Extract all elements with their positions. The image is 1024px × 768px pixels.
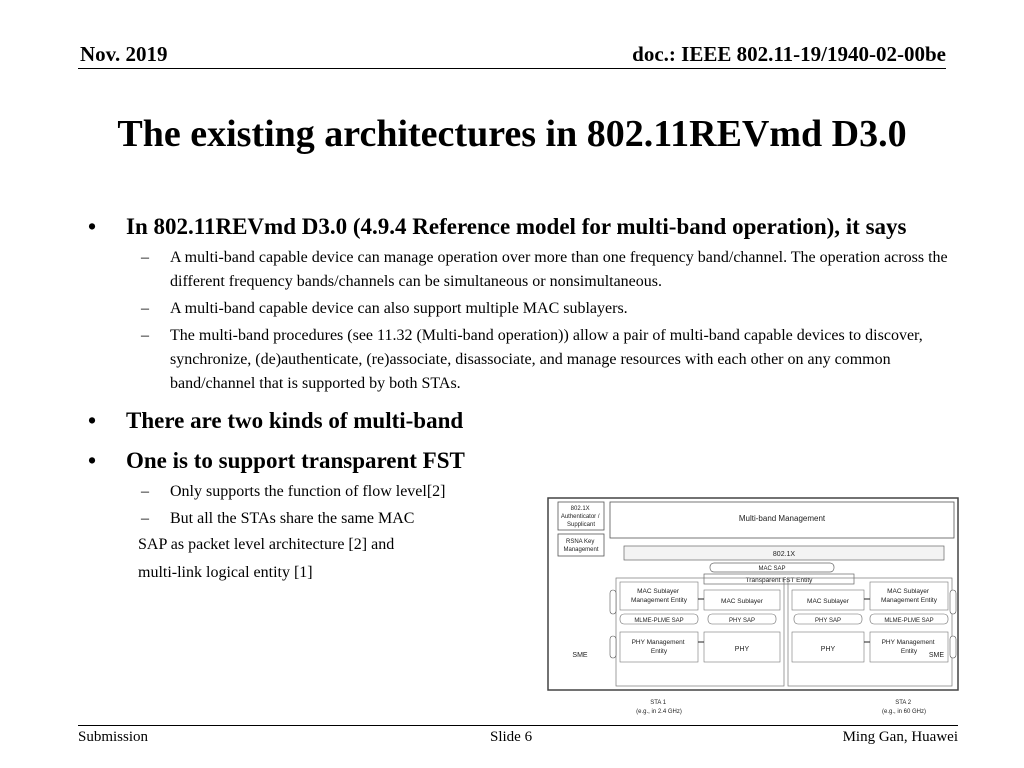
sta2-mac-mgmt-box	[870, 582, 948, 610]
sta2-mac-mgmt-label: Management Entity	[880, 597, 938, 604]
rsna-label: RSNA Key	[565, 539, 595, 545]
bullet-mark: •	[88, 408, 97, 433]
sub-bullet-text: A multi-band capable device can manage operation over more than one frequency band/channel. The operation across the different frequency bands/channels can be simultaneous or nonsimultaneous.	[170, 249, 948, 290]
sta2-phy-sap-label: PHY SAP	[815, 618, 841, 624]
bullet-mark: •	[88, 214, 97, 239]
sta1-label: STA 1	[650, 700, 667, 706]
sta2-mac-sublayer-label: MAC Sublayer	[807, 598, 849, 605]
fst-entity-label: Transparent FST Entity	[745, 577, 813, 584]
sub-bullet-text: But all the STAs share the same MAC	[170, 510, 415, 527]
left-side-bracket	[610, 636, 616, 658]
sub-bullet-text: Only supports the function of flow level[2]	[170, 483, 446, 500]
bullet-text: There are two kinds of multi-band	[126, 408, 464, 433]
dash-mark: –	[141, 300, 149, 317]
footer-submission: Submission	[78, 729, 149, 745]
sub-bullet-text: The multi-band procedures (see 11.32 (Multi-band operation)) allow a pair of multi-band capable devices to discover, synchronize, (de)authenticate, (re)associate, disassociate, and manage resources with each other on any common band/channel that is supported by both STAs.	[170, 327, 923, 392]
sta1-phy-sap-label: PHY SAP	[729, 618, 755, 624]
sta2-phy-label: PHY	[820, 646, 836, 653]
bullet-transparent-fst	[88, 444, 958, 477]
header-doc-id: doc.: IEEE 802.11-19/1940-02-00be	[632, 42, 946, 66]
authenticator-label: 802.1X	[570, 506, 590, 512]
sta2-mac-mgmt-label: MAC Sublayer	[887, 588, 930, 595]
bullet-text: One is to support transparent FST	[126, 448, 465, 473]
right-side-bracket	[950, 636, 956, 658]
sub-bullet	[88, 246, 958, 294]
left-side-bracket	[610, 590, 616, 614]
header-rule	[78, 68, 946, 69]
sta1-label: (e.g., in 2.4 GHz)	[636, 709, 682, 715]
sta1-mac-mgmt-label: MAC Sublayer	[637, 588, 680, 595]
footer-slide-number: Slide 6	[490, 729, 533, 745]
multi-band-architecture-diagram	[544, 494, 962, 726]
footer-rule	[78, 725, 958, 726]
sta2-label: STA 2	[895, 700, 912, 706]
sta2-label: (e.g., in 60 GHz)	[881, 709, 927, 715]
dash-mark: –	[141, 510, 149, 527]
dot1x-label: 802.1X	[772, 551, 796, 558]
multi-band-management-label: Multi-band Management	[738, 514, 826, 523]
bullet-mark: •	[88, 448, 97, 473]
bullet-two-kinds	[88, 404, 958, 437]
authenticator-label: Authenticator /	[560, 514, 600, 520]
sub-bullet	[88, 324, 958, 396]
rsna-label: Management	[563, 547, 599, 553]
svg-text:STA 1 (e.g., in 2.4 GHz)	[636, 700, 682, 715]
continuation-text: SAP as packet level architecture [2] and	[138, 536, 395, 553]
svg-text:STA 2 (e.g., in 60 GHz)	[882, 700, 926, 715]
sta1-mac-mgmt-label: Management Entity	[630, 597, 688, 604]
footer-author: Ming Gan, Huawei	[842, 729, 958, 745]
sta2-phy-mgmt-label: PHY Management	[881, 639, 935, 646]
sme-left-label: SME	[572, 652, 588, 659]
sme-right-label: SME	[928, 652, 944, 659]
dash-mark: –	[141, 483, 149, 500]
mac-sap-label: MAC SAP	[758, 566, 786, 572]
slide-title: The existing architectures in 802.11REVmd D3.0	[117, 113, 907, 155]
sub-bullet-text: A multi-band capable device can also support multiple MAC sublayers.	[170, 300, 628, 317]
sub-bullet	[88, 297, 958, 321]
sta1-phy-mgmt-box	[620, 632, 698, 662]
header-date: Nov. 2019	[80, 42, 168, 66]
right-side-bracket	[950, 590, 956, 614]
sta1-mlme-sap-label: MLME-PLME SAP	[634, 618, 684, 624]
sta1-phy-mgmt-label: Entity	[650, 648, 668, 655]
authenticator-label: Supplicant	[566, 522, 596, 528]
continuation-text: multi-link logical entity [1]	[138, 564, 313, 581]
sta2-phy-mgmt-label: Entity	[900, 648, 918, 655]
dash-mark: –	[141, 249, 149, 266]
sta1-phy-mgmt-label: PHY Management	[631, 639, 685, 646]
bullet-text: In 802.11REVmd D3.0 (4.9.4 Reference model for multi-band operation), it says	[126, 214, 907, 239]
sta1-mac-sublayer-label: MAC Sublayer	[721, 598, 763, 605]
bullet-reference-model	[88, 210, 958, 243]
sta1-phy-label: PHY	[734, 646, 750, 653]
sta2-mlme-sap-label: MLME-PLME SAP	[884, 618, 934, 624]
sta1-mac-mgmt-box	[620, 582, 698, 610]
dash-mark: –	[141, 327, 149, 344]
